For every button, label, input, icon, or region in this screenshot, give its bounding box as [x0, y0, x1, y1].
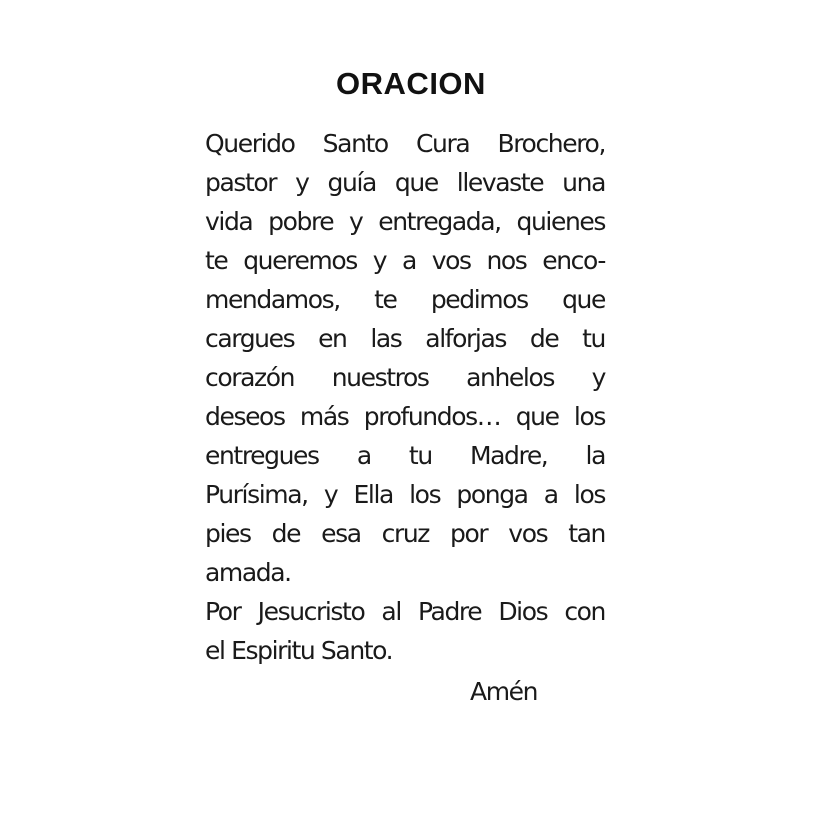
- prayer-closing: Amén: [470, 677, 538, 706]
- prayer-line: corazón nuestros anhelos y: [205, 363, 605, 392]
- prayer-line: te queremos y a vos nos enco-: [205, 246, 605, 275]
- prayer-body: [205, 124, 605, 670]
- prayer-line: pastor y guía que llevaste una: [205, 168, 605, 197]
- prayer-line: deseos más profundos… que los: [205, 402, 605, 431]
- prayer-line: Por Jesucristo al Padre Dios con: [205, 597, 605, 626]
- prayer-line: cargues en las alforjas de tu: [205, 324, 605, 353]
- prayer-line: amada.: [205, 558, 291, 587]
- prayer-line: pies de esa cruz por vos tan: [205, 519, 605, 548]
- prayer-line: el Espiritu Santo.: [205, 636, 393, 665]
- prayer-line: Purísima, y Ella los ponga a los: [205, 480, 605, 509]
- prayer-line: entregues a tu Madre, la: [205, 441, 605, 470]
- prayer-line: mendamos, te pedimos que: [205, 285, 605, 314]
- prayer-title: ORACION: [336, 66, 486, 101]
- prayer-line: vida pobre y entregada, quienes: [205, 207, 605, 236]
- prayer-line: Querido Santo Cura Brochero,: [205, 129, 605, 158]
